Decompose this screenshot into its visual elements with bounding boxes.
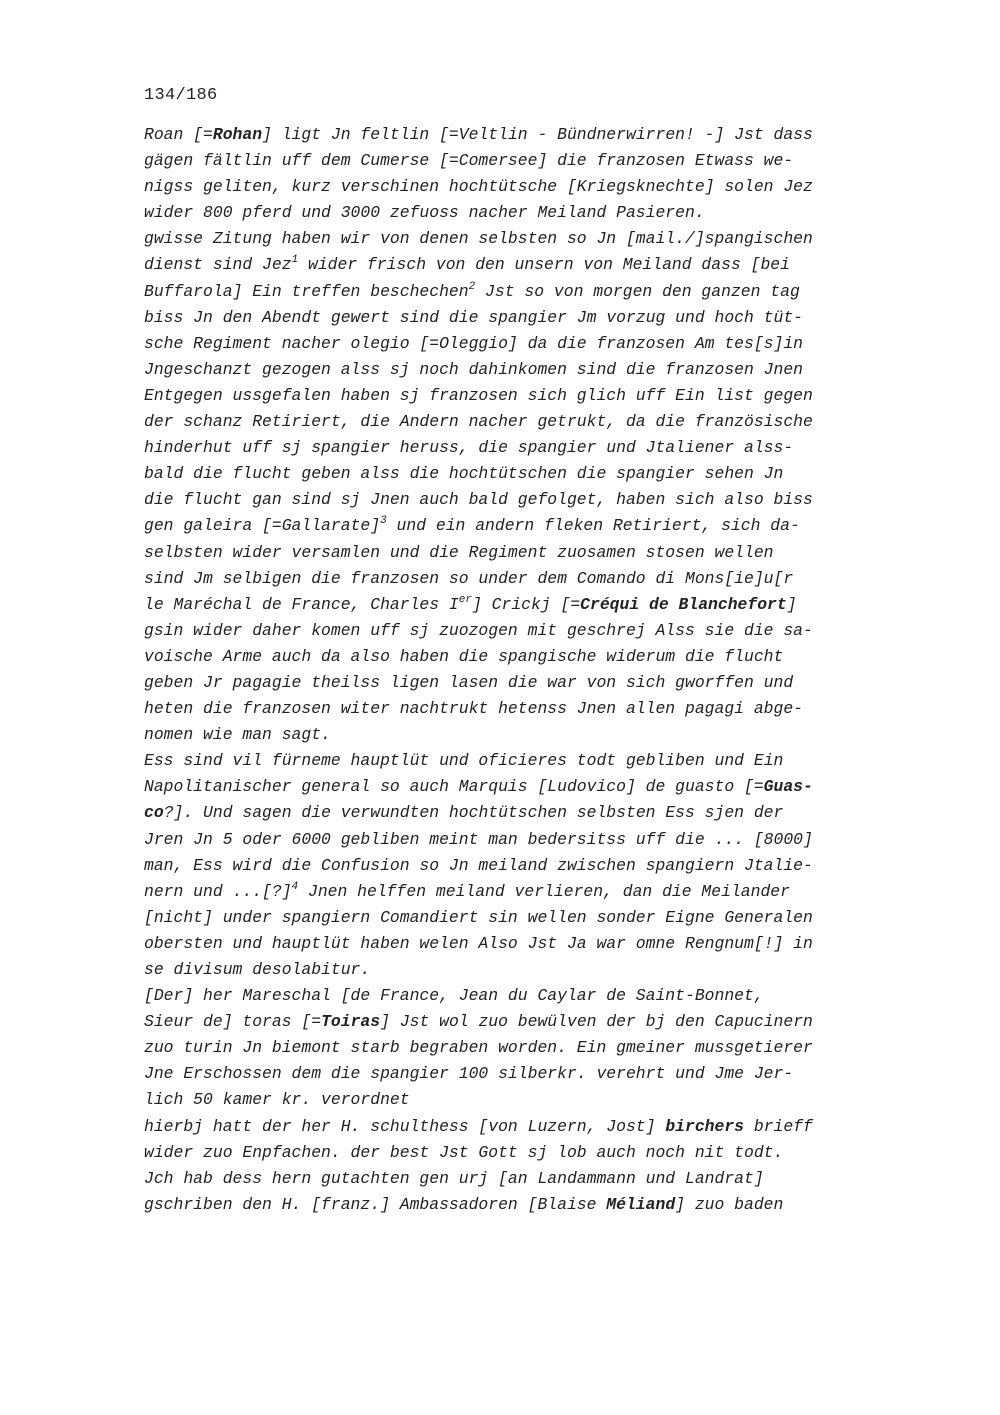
text-segment: obersten und hauptlüt haben welen Also Jst Ja war omne Rengnum[!] in — [144, 933, 813, 953]
bold-name: Guas- — [763, 777, 813, 797]
text-line — [144, 252, 904, 278]
text-segment: wider 800 pferd und 3000 zefuoss nacher Meiland Pasieren. — [144, 203, 705, 223]
text-line — [144, 435, 904, 461]
text-line — [144, 331, 904, 357]
text-line — [144, 174, 904, 200]
text-line — [144, 566, 904, 592]
text-segment: und ein andern fleken Retiriert, sich da- — [386, 516, 800, 536]
text-line — [144, 305, 904, 331]
text-segment: ] Jst wol zuo bewülven der bj den Capucinern — [380, 1012, 813, 1032]
text-segment: selbsten wider versamlen und die Regiment zuosamen stosen wellen — [144, 542, 774, 562]
text-line — [144, 748, 904, 774]
text-segment: ] ligt Jn feltlin [=Veltlin - Bündnerwirren! -] Jst dass — [262, 125, 813, 144]
text-line — [144, 670, 904, 696]
text-line — [144, 383, 904, 409]
text-segment: Roan [= — [144, 125, 213, 144]
text-segment: dienst sind Jez — [144, 255, 292, 275]
text-segment: gschriben den H. [franz.] Ambassadoren [Blaise — [144, 1194, 607, 1214]
text-line — [144, 279, 904, 305]
text-segment: nigss geliten, kurz verschinen hochtütsche [Kriegsknechte] solen Jez — [144, 177, 813, 197]
text-line — [144, 957, 904, 983]
text-segment: zuo turin Jn biemont starb begraben worden. Ein gmeiner mussgetierer — [144, 1038, 813, 1058]
text-segment: geben Jr pagagie theilss ligen lasen die war von sich gworffen und — [144, 672, 794, 692]
text-line — [144, 1009, 904, 1035]
page-number: 134/186 — [144, 86, 218, 105]
text-segment: lich 50 kamer kr. verordnet — [144, 1090, 410, 1110]
bold-name: Rohan — [212, 125, 263, 144]
text-line — [144, 226, 904, 252]
text-segment: ?]. Und sagen die verwundten hochtütschen selbsten Ess sjen der — [163, 803, 784, 823]
text-segment: [Der] her Mareschal [de France, Jean du Caylar de Saint-Bonnet, — [144, 986, 764, 1006]
text-segment: ] zuo baden — [675, 1194, 784, 1214]
text-line — [144, 540, 904, 566]
text-segment: [nicht] under spangiern Comandiert sin wellen sonder Eigne Generalen — [144, 907, 813, 927]
text-line — [144, 644, 904, 670]
bold-name: Toiras — [321, 1012, 381, 1032]
text-segment: Napolitanischer general so auch Marquis [Ludovico] de guasto [= — [144, 777, 764, 797]
bold-name: Méliand — [606, 1194, 676, 1214]
text-line — [144, 774, 904, 800]
text-segment: gwisse Zitung haben wir von denen selbsten so Jn [mail./]spangischen — [144, 229, 813, 249]
text-line — [144, 1140, 904, 1166]
text-segment: wider frisch von den unsern von Meiland dass [bei — [298, 255, 790, 275]
text-segment: Sieur de] toras [= — [144, 1012, 322, 1032]
text-segment: gägen fältlin uff dem Cumerse [=Comersee] die franzosen Etwass we- — [144, 151, 794, 171]
text-segment: brieff — [744, 1116, 813, 1136]
text-line — [144, 905, 904, 931]
text-line — [144, 461, 904, 487]
text-line — [144, 200, 904, 226]
text-segment: ] Crickj [= — [471, 594, 581, 614]
text-line — [144, 722, 904, 748]
text-line — [144, 122, 904, 148]
text-line — [144, 1192, 904, 1218]
text-segment: die flucht gan sind sj Jnen auch bald gefolget, haben sich also biss — [144, 490, 813, 510]
text-segment: voische Arme auch da also haben die spangische widerum die flucht — [144, 646, 784, 666]
text-segment: nomen wie man sagt. — [144, 725, 331, 745]
text-segment: gsin wider daher komen uff sj zuozogen mit geschrej Alss sie die sa- — [144, 620, 813, 640]
text-segment: bald die flucht geben alss die hochtütschen die spangier sehen Jn — [144, 464, 784, 484]
text-line — [144, 618, 904, 644]
text-line — [144, 1035, 904, 1061]
text-segment: der schanz Retiriert, die Andern nacher getrukt, da die französische — [144, 412, 813, 432]
text-segment: nern und ...[?] — [144, 881, 292, 901]
text-segment: Jch hab dess hern gutachten gen urj [an Landammann und Landrat] — [144, 1168, 764, 1188]
footnote-marker: 4 — [291, 880, 299, 893]
text-line — [144, 487, 904, 513]
text-segment: sche Regiment nacher olegio [=Oleggio] da die franzosen Am tes[s]in — [144, 333, 804, 353]
bold-name: Créqui de Blanchefort — [580, 594, 787, 614]
text-line — [144, 592, 904, 618]
text-segment: Buffarola] Ein treffen beschechen — [144, 281, 469, 301]
text-segment: Jngeschanzt gezogen alss sj noch dahinkomen sind die franzosen Jnen — [144, 359, 804, 379]
footnote-marker: 3 — [380, 515, 387, 528]
text-segment: hinderhut uff sj spangier heruss, die spangier und Jtaliener alss- — [144, 438, 794, 458]
text-line — [144, 696, 904, 722]
text-line — [144, 983, 904, 1009]
bold-name: co — [144, 803, 164, 823]
text-segment: Jne Erschossen dem die spangier 100 silberkr. verehrt und Jme Jer- — [144, 1064, 794, 1084]
text-line — [144, 1061, 904, 1087]
text-line — [144, 931, 904, 957]
footnote-marker: er — [458, 593, 472, 606]
text-line — [144, 148, 904, 174]
text-segment: se divisum desolabitur. — [144, 960, 371, 979]
footnote-marker: 1 — [291, 254, 299, 267]
text-segment: gen galeira [=Gallarate] — [144, 516, 381, 536]
text-line — [144, 513, 904, 539]
transcription-text — [144, 122, 904, 1218]
footnote-marker: 2 — [468, 280, 476, 293]
text-segment: wider zuo Enpfachen. der best Jst Gott sj lob auch noch nit todt. — [144, 1142, 784, 1162]
text-line — [144, 853, 904, 879]
text-segment: le Maréchal de France, Charles I — [144, 594, 459, 614]
text-line — [144, 800, 904, 826]
text-line — [144, 357, 904, 383]
text-line — [144, 409, 904, 435]
text-segment: Jnen helffen meiland verlieren, dan die Meilander — [298, 881, 790, 901]
text-segment: Entgegen ussgefalen haben sj franzosen sich glich uff Ein list gegen — [144, 385, 813, 405]
bold-name: birchers — [665, 1116, 745, 1136]
text-segment: biss Jn den Abendt gewert sind die spangier Jm vorzug und hoch tüt- — [144, 307, 804, 327]
text-segment: hierbj hatt der her H. schulthess [von Luzern, Jost] — [144, 1116, 666, 1136]
text-segment: sind Jm selbigen die franzosen so under dem Comando di Mons[ie]u[r — [144, 568, 794, 588]
text-line — [144, 1087, 904, 1113]
text-line — [144, 827, 904, 853]
text-line — [144, 1166, 904, 1192]
text-segment: Ess sind vil fürneme hauptlüt und oficieres todt gebliben und Ein — [144, 751, 784, 771]
text-line — [144, 879, 904, 905]
text-segment: ] — [786, 594, 797, 614]
text-line — [144, 1114, 904, 1140]
text-segment: Jren Jn 5 oder 6000 gebliben meint man bedersitss uff die ... [8000] — [144, 829, 813, 849]
text-segment: heten die franzosen witer nachtrukt hetenss Jnen allen pagagi abge- — [144, 699, 804, 719]
text-segment: Jst so von morgen den ganzen tag — [475, 281, 800, 301]
text-segment: man, Ess wird die Confusion so Jn meiland zwischen spangiern Jtalie- — [144, 855, 813, 875]
